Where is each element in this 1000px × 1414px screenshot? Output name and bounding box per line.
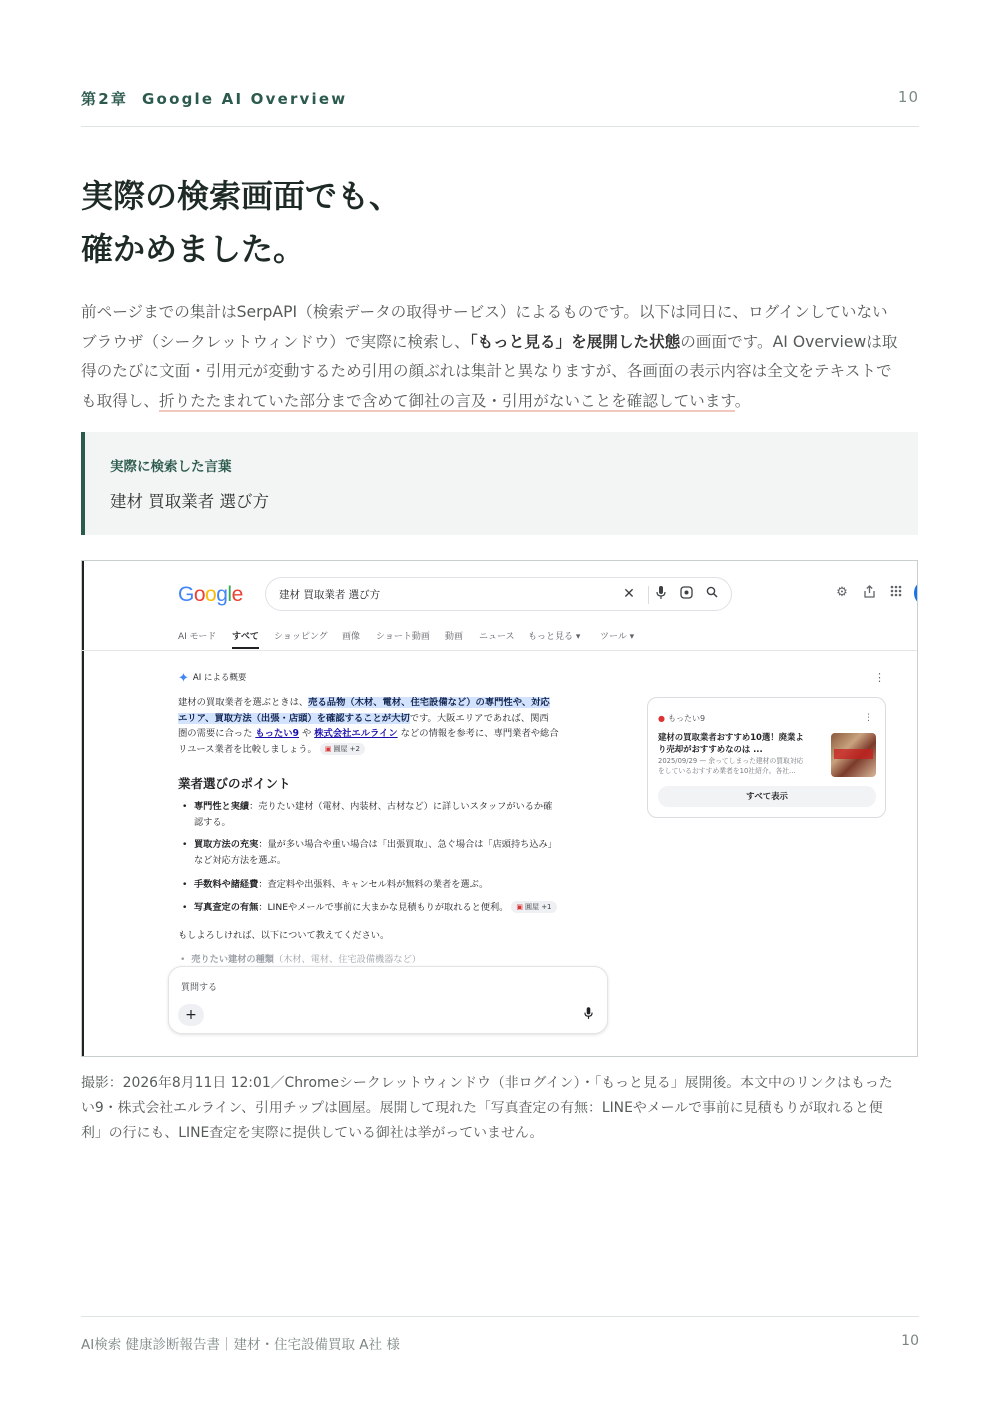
close-icon[interactable]: ✕ [623, 586, 635, 602]
tab-ai-mode[interactable]: AI モード [178, 632, 217, 642]
chapter-title: Google AI Overview [142, 90, 348, 108]
mic-icon[interactable] [584, 1007, 593, 1023]
intro-line: 前ページまでの集計はSerpAPI（検索データの取得サービス）によるものです。以下は同日に、ログインしていない [81, 303, 888, 321]
list-item: • 手数料や諸経費：査定料や出張料、キャンセル料が無料の業者を選ぶ。 [182, 879, 489, 890]
favicon-icon: ● [658, 714, 665, 723]
link-lline[interactable]: 株式会社エルライン [314, 728, 398, 739]
tab-images[interactable]: 画像 [342, 632, 361, 642]
callout-label: 実際に検索した言葉 [110, 459, 232, 475]
footer-divider [81, 1316, 919, 1317]
apps-icon[interactable] [888, 585, 904, 601]
active-tab-indicator [232, 647, 259, 649]
google-logo: Google [178, 583, 243, 606]
ai-overview-paragraph: 建材の買取業者を選ぶときは、売る品物（木材、電材、住宅設備など）の専門性や、対応 エリア、買取方法（出張・店頭）を確認することが大切です。大阪エリアであれば、関西 圏の需要に合った もったい9 や 株式会社エルライン などの情報を参考に、専門業者や総合 リユース業者を比較しましょう。 ▣ 圓屋 +2 [178, 697, 559, 755]
points-heading: 業者選びのポイント [178, 776, 291, 791]
tabs-divider [82, 650, 917, 651]
follow-up-prompt: もしよろしければ、以下について教えてください。 [178, 930, 390, 941]
search-icon[interactable] [704, 586, 720, 602]
link-mottai9[interactable]: もったい9 [255, 728, 300, 739]
mic-icon[interactable] [653, 586, 669, 602]
kebab-icon[interactable]: ⋮ [874, 671, 885, 684]
card-source: ● もったい9 [658, 714, 706, 723]
source-card[interactable] [647, 697, 886, 818]
kebab-icon[interactable]: ⋮ [864, 713, 873, 723]
intro-line: 得のたびに文面・引用元が変動するため引用の顔ぶれは集計と異なりますが、各画面の表示内容は全文をテキストで [81, 362, 892, 380]
page-title [81, 170, 919, 276]
footer-text: AI検索 健康診断報告書｜建材・住宅設備買取 A社 様 [81, 1337, 400, 1353]
screenshot-edge [82, 561, 84, 1056]
tab-news[interactable]: ニュース [479, 632, 515, 642]
tab-more[interactable]: もっと見る ▾ [528, 632, 581, 642]
card-snippet: 2025/09/29 — 余ってしまった建材の買取対応 をしているおすすめ業者を10社紹介。各社... [658, 757, 804, 775]
search-query: 建材 買取業者 選び方 [279, 589, 381, 601]
tab-videos[interactable]: 動画 [445, 632, 464, 642]
chapter-label [81, 88, 347, 109]
ask-placeholder: 質問する [181, 983, 218, 993]
card-title[interactable]: 建材の買取業者おすすめ10選！廃業よ り売却がおすすめなのは ... [658, 732, 804, 754]
lens-icon[interactable] [678, 586, 694, 602]
title-line-1: 実際の検索画面でも、 [81, 177, 402, 215]
faded-list-item: • 売りたい建材の種類（木材、電材、住宅設備機器など） [180, 954, 421, 965]
intro-underlined: 折りたたまれていた部分まで含めて御社の言及・引用がないことを確認しています [158, 391, 735, 410]
search-divider [648, 586, 649, 604]
search-term-callout [81, 432, 918, 535]
intro-paragraph [81, 298, 923, 416]
screenshot-caption: 撮影：2026年8月11日 12:01／Chromeシークレットウィンドウ（非ログイン）・「もっと見る」展開後。本文中のリンクはもった い9・株式会社エルライン、引用チップは圓屋。展開して現れた「写真査定の有無：LINEやメールで事前に見積もりが取れると便 利」の行にも、LINE査定を実際に提供している御社は挙がっていません。 [81, 1075, 893, 1141]
citation-chip[interactable]: ▣ 圓屋 +2 [320, 743, 365, 755]
tab-shopping[interactable]: ショッピング [274, 632, 328, 642]
search-screenshot [81, 560, 918, 1057]
plus-icon[interactable]: + [178, 1004, 204, 1026]
avatar[interactable] [914, 583, 918, 603]
card-thumbnail [831, 733, 876, 777]
show-all-button[interactable]: すべて表示 [658, 786, 876, 807]
tab-short-videos[interactable]: ショート動画 [376, 632, 430, 642]
list-item: • 買取方法の充実：量が多い場合や重い場合は「出張買取」、急ぐ場合は「店頭持ち込み」 など対応方法を選ぶ。 [182, 839, 557, 866]
page-number-bottom: 10 [901, 1333, 919, 1349]
highlighted-text: 売る品物（木材、電材、住宅設備など）の専門性や、対応 [308, 697, 550, 708]
intro-line: ブラウザ（シークレットウィンドウ）で実際に検索し、「もっと見る」を展開した状態の画面です。AI Overviewは取 [81, 332, 898, 351]
intro-line: も取得し、折りたたまれていた部分まで含めて御社の言及・引用がないことを確認しています。 [81, 391, 751, 410]
sparkle-icon: ✦ [178, 671, 189, 686]
search-box[interactable] [265, 577, 732, 611]
callout-value: 建材 買取業者 選び方 [110, 492, 269, 511]
ask-input[interactable] [168, 966, 608, 1034]
header-divider [81, 126, 919, 127]
list-item: • 写真査定の有無：LINEやメールで事前に大まかな見積もりが取れると便利。 ▣ 圓屋 +1 [180, 900, 610, 916]
citation-chip[interactable]: ▣ 圓屋 +1 [511, 901, 556, 913]
share-icon[interactable] [861, 585, 877, 601]
list-item: • 専門性と実績：売りたい建材（電材、内装材、古材など）に詳しいスタッフがいるか確 認する。 [182, 801, 553, 828]
tab-tools[interactable]: ツール ▾ [600, 632, 635, 642]
ai-overview-header: ✦ AI による概要 [178, 671, 247, 686]
title-line-2: 確かめました。 [81, 230, 306, 268]
page-number-top: 10 [897, 88, 919, 106]
chapter-number: 第2章 [81, 90, 129, 108]
tab-all[interactable]: すべて [232, 632, 259, 642]
gear-icon[interactable]: ⚙ [836, 585, 848, 600]
intro-emphasis: 「もっと見る」を展開した状態 [469, 332, 681, 351]
highlighted-text: エリア、買取方法（出張・店頭）を確認することが大切 [178, 712, 410, 724]
